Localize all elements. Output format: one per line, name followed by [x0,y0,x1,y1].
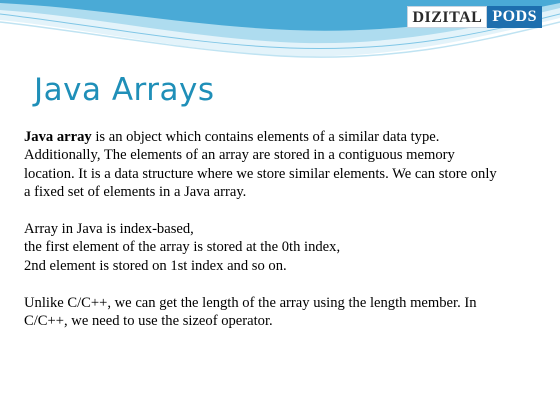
paragraph-2-line-3: 2nd element is stored on 1st index and so on. [24,257,287,274]
paragraph-1-line-4: a fixed set of elements in a Java array. [24,184,247,201]
logo [407,6,542,28]
paragraph-2-line-2: the first element of the array is stored at the 0th index, [24,239,341,256]
paragraph-3-line-1: Unlike C/C++, we can get the length of the array using the length member. In [24,294,477,311]
paragraph-3-line-2: C/C++, we need to use the sizeof operator. [24,313,273,330]
java-array-term: Java array [24,129,92,145]
paragraph-1-line-2: Additionally, The elements of an array are stored in a contiguous memory [24,147,455,164]
slide-content [24,128,529,349]
paragraph-1-line-3: location. It is a data structure where we store similar elements. We can store only [24,165,497,182]
paragraph-2-line-1: Array in Java is index-based, [24,221,194,238]
page-title: Java Arrays [34,72,215,108]
paragraph-1 [24,128,529,202]
paragraph-1-line-1 [24,128,529,146]
paragraph-3 [24,294,529,331]
logo-text-right: PODS [487,6,542,28]
paragraph-1-lead-rest: is an object which contains elements of a similar data type. [91,129,440,145]
logo-text-left: DIZITAL [407,6,487,28]
paragraph-2 [24,220,529,275]
